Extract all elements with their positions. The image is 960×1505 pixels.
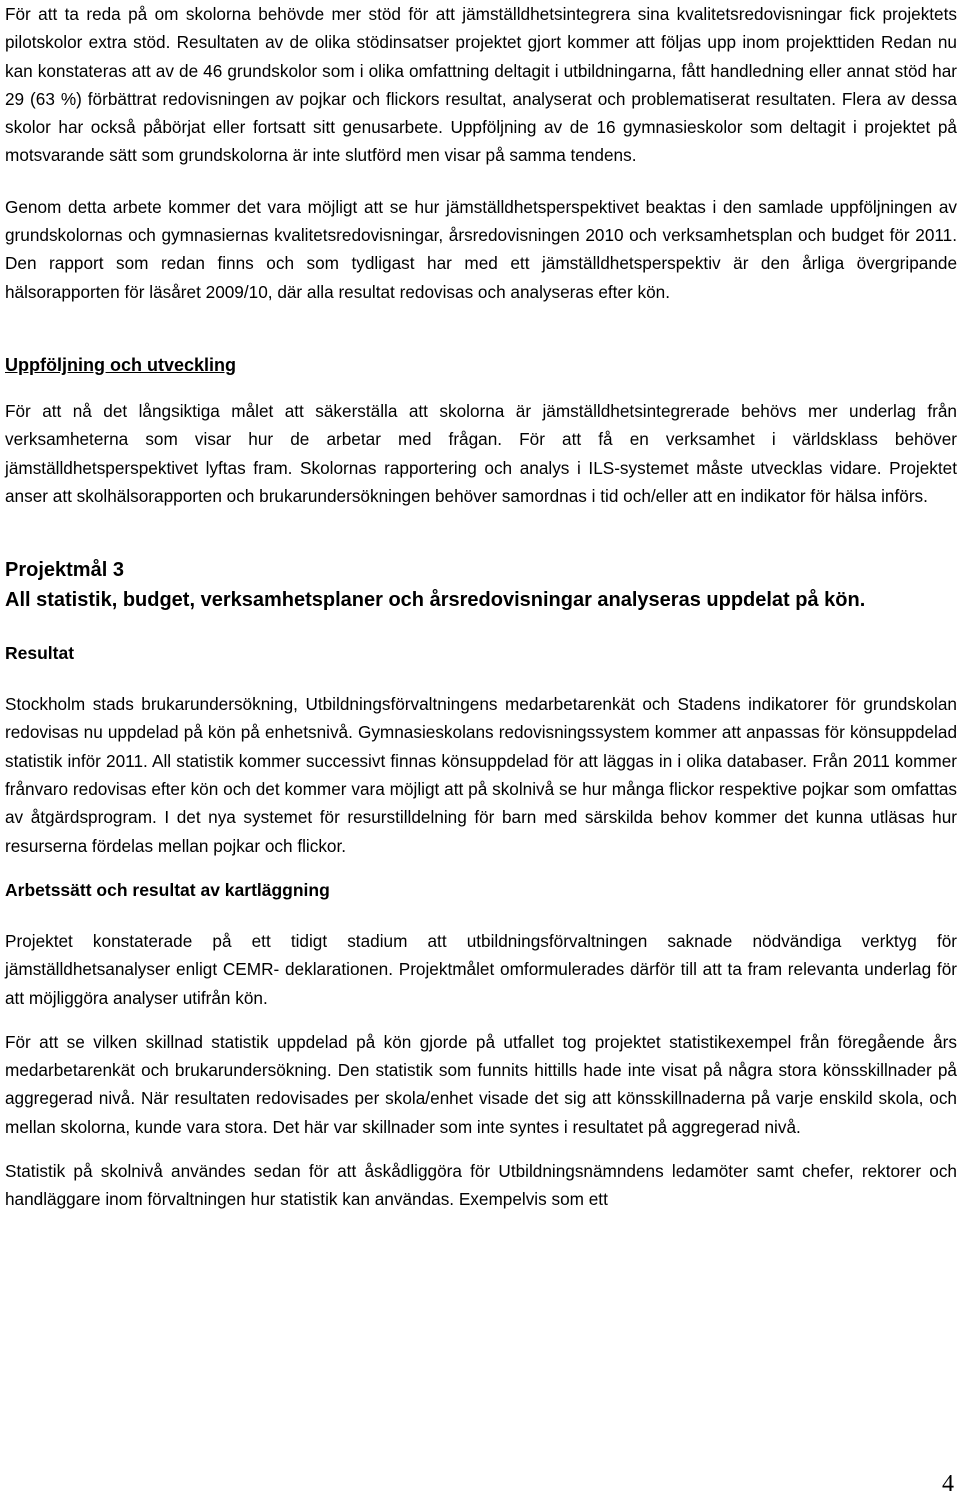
heading-followup: Uppföljning och utveckling [5,354,236,375]
heading-project-goal-text: All statistik, budget, verksamhetsplaner och årsredovisningar analyseras uppdelat på kön. [5,589,866,612]
heading-method: Arbetssätt och resultat av kartläggning [5,879,330,900]
paragraph-school-level-statistics: Statistik på skolnivå användes sedan för att åskådliggöra för Utbildningsnämndens ledamöter samt chefer, rektorer och handläggare inom förvaltningen hur statistik kan användas. Exempelvis som ett [5,1161,957,1210]
paragraph-statistics: Stockholm stads brukarundersökning, Utbildningsförvaltningens medarbetarenkät och Stadens indikatorer för grundskolan redovisas nu uppdelad på kön på enhetsnivå. Gymnasieskolans redovisningssystem kommer att anpassas för könsuppdelad statistik inför 2011. All statistik kommer successivt finnas könsuppdelad för att läggas in i olika databaser. Från 2011 kommer frånvaro redovisas efter kön och det kommer vara möjligt att på skolnivå se hur många flickor respektive pojkar som omfattas av åtgärdsprogram. I det nya systemet för resurstilldelning för barn med särskilda behov kommer det kunna utläsas hur resurserna fördelas mellan pojkar och flickor. [5,694,957,856]
paragraph-cemr: Projektet konstaterade på ett tidigt stadium att utbildningsförvaltningen saknade nödvändiga verktyg för jämställdhetsanalyser enligt CEMR- deklarationen. Projektmålet omformulerades därför till att ta fram relevanta underlag för att möjliggöra analyser utifrån kön. [5,930,957,1008]
paragraph-pilot-schools: För att ta reda på om skolorna behövde mer stöd för att jämställdhetsintegrera sina kvalitetsredovisningar fick projektets pilotskolor extra stöd. Resultaten av de olika stödinsatser projektet gjort kommer att följas upp inom projekttiden Redan nu kan konstateras att av de 46 grundskolor som i olika omfattning deltagit i utbildningarna, fått handledning eller annat stöd har 29 (63 %) förbättrat redovisningen av pojkar och flickors resultat, analyserat och problematiserat resultaten. Flera av dessa skolor har också påbörjat eller fortsatt sitt genusarbete. Uppföljning av de 16 gymnasieskolor som deltagit i projektet på motsvarande sätt som grundskolorna är inte slutförd men visar på samma tendens. [5,4,957,166]
paragraph-gender-perspective: Genom detta arbete kommer det vara möjligt att se hur jämställdhetsperspektivet beaktas i den samlade uppföljningen av grundskolornas och gymnasiernas kvalitetsredovisningar, årsredovisningen 2010 och verksamhetsplan och budget för 2011. Den rapport som redan finns och som tydligast har med ett jämställdhetsperspektiv är den årliga övergripande hälsorapporten för läsåret 2009/10, där alla resultat redovisas och analyseras efter kön. [5,196,957,302]
paragraph-gender-differences: För att se vilken skillnad statistik uppdelad på kön gjorde på utfallet tog projektet statistikexempel från föregående års medarbetarenkät och brukarundersökning. Den statistik som funnits hittills hade inte visat på några stora könsskillnader på aggregerad nivå. När resultaten redovisades per skola/enhet visade det sig att könsskillnaderna på varje enskild skola, och mellan skolorna, kunde vara stora. Det här var skillnader som inte syntes i resultatet på aggregerad nivå. [5,1031,957,1137]
page-number: 4 [942,1471,954,1497]
heading-project-goal-label: Projektmål 3 [5,559,124,582]
document-page [5,0,957,1214]
paragraph-long-term-goal: För att nå det långsiktiga målet att säkerställa att skolorna är jämställdhetsintegrerade behövs mer underlag från verksamheterna som visar hur de arbetar med frågan. För att få en verksamhet i världsklass behöver jämställdhetsperspektivet lyftas fram. Skolornas rapportering och analys i ILS-systemet måste utvecklas vidare. Projektet anser att skolhälsorapporten och brukarundersökningen behöver samordnas i tid och/eller att en indikator för hälsa införs. [5,400,957,506]
heading-result: Resultat [5,643,75,664]
